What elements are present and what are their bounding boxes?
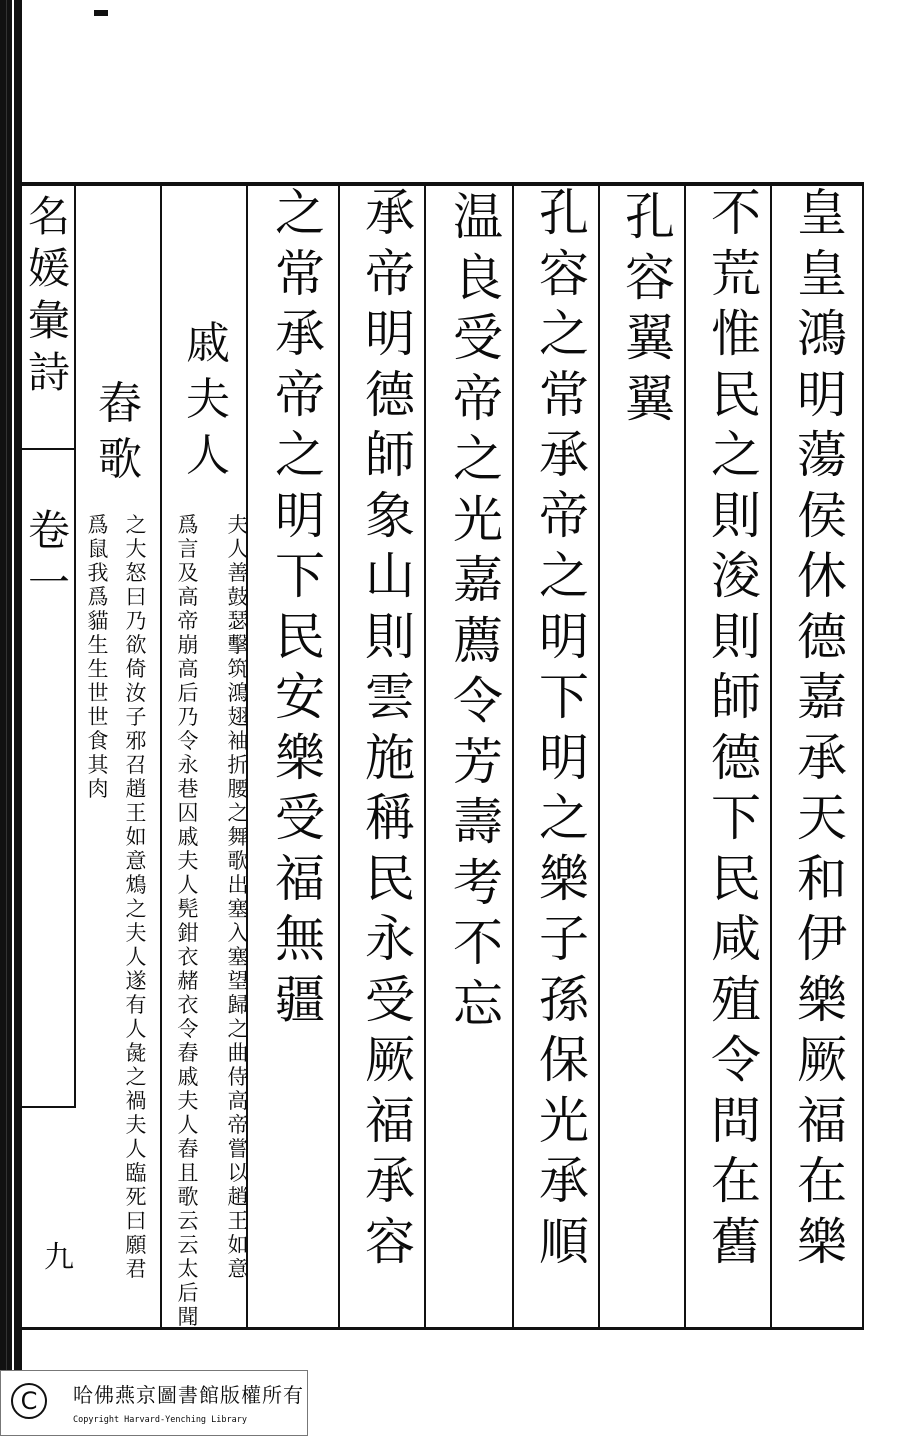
glyph: 王 (227, 1209, 249, 1233)
glyph: 惟 (711, 305, 761, 363)
glyph: 侍 (227, 1065, 249, 1089)
glyph: 趙 (227, 1185, 249, 1209)
glyph: 怒 (125, 561, 147, 585)
glyph: 薦 (453, 611, 503, 670)
column-rule (424, 186, 426, 1328)
glyph: 保 (539, 1031, 589, 1089)
glyph: 安 (275, 668, 325, 726)
glyph: 殖 (711, 970, 761, 1029)
glyph: 則 (711, 607, 761, 666)
glyph: 樂 (797, 970, 847, 1029)
glyph: 且 (177, 1161, 199, 1185)
glyph: 趙 (125, 777, 147, 801)
glyph: 翅 (227, 705, 249, 729)
annotation-column (176, 515, 200, 1331)
glyph: 帝 (177, 609, 199, 633)
glyph: 言 (177, 537, 199, 561)
glyph: 樂 (539, 849, 589, 908)
glyph: 下 (539, 668, 589, 726)
sidebar-volume-label (26, 506, 72, 614)
glyph: 温 (453, 188, 503, 246)
glyph: 舂 (98, 378, 142, 429)
glyph: 我 (87, 561, 109, 585)
glyph: 承 (365, 1152, 415, 1210)
glyph: 翼 (625, 309, 675, 367)
annotation-column (226, 515, 250, 1283)
glyph: 芳 (453, 732, 503, 791)
glyph: 願 (125, 1233, 147, 1257)
glyph: 嘉 (453, 551, 503, 609)
glyph: 光 (453, 490, 503, 549)
glyph: 受 (365, 970, 415, 1029)
glyph: 夫 (125, 921, 147, 945)
glyph: 無 (275, 910, 325, 968)
glyph: 舂 (177, 1041, 199, 1065)
glyph: 衣 (177, 945, 199, 969)
glyph: 歌 (177, 1185, 199, 1209)
glyph: 世 (87, 705, 109, 729)
sidebar-rule (74, 186, 76, 1108)
glyph: 邪 (125, 729, 147, 753)
annotation-column (86, 515, 110, 803)
glyph: 之 (711, 426, 761, 484)
glyph: 人 (177, 873, 199, 897)
glyph: 在 (711, 1152, 761, 1210)
glyph: 云 (177, 1209, 199, 1233)
glyph: 塞 (227, 897, 249, 921)
glyph: 遂 (125, 969, 147, 993)
glyph: 考 (453, 853, 503, 912)
glyph: 鼓 (227, 585, 249, 609)
glyph: 意 (227, 1257, 249, 1281)
glyph: 鴻 (227, 681, 249, 705)
glyph: 疆 (275, 970, 325, 1029)
glyph: 鉗 (177, 921, 199, 945)
glyph: 鼠 (87, 537, 109, 561)
glyph: 之 (539, 547, 589, 605)
glyph: 夫 (177, 849, 199, 873)
glyph: 戚 (186, 318, 230, 369)
glyph: 死 (125, 1185, 147, 1209)
glyph: 樂 (275, 728, 325, 787)
glyph: 望 (227, 969, 249, 993)
column-rule (512, 186, 514, 1328)
glyph: 在 (797, 1152, 847, 1210)
glyph: 人 (125, 945, 147, 969)
copyright-holder-en: Copyright Harvard-Yenching Library (73, 1415, 247, 1425)
glyph: 赭 (177, 969, 199, 993)
glyph: 承 (539, 426, 589, 484)
glyph: 入 (227, 921, 249, 945)
copyright-icon: C (11, 1383, 47, 1419)
glyph: 則 (365, 607, 415, 666)
glyph: 云 (177, 1233, 199, 1257)
glyph: 永 (177, 753, 199, 777)
glyph: 帝 (275, 365, 325, 424)
column-rule (684, 186, 686, 1328)
sidebar-bottom-rule (22, 1106, 76, 1108)
glyph: 厥 (365, 1031, 415, 1089)
glyph: 荒 (711, 244, 761, 303)
glyph: 施 (365, 728, 415, 787)
ink-mark (94, 10, 108, 16)
glyph: 召 (125, 753, 147, 777)
glyph: 天 (797, 789, 847, 847)
poem-column-7 (268, 184, 332, 1035)
glyph: 蕩 (797, 426, 847, 484)
glyph: 子 (125, 705, 147, 729)
glyph: 容 (539, 244, 589, 303)
glyph: 皇 (797, 184, 847, 242)
glyph: 腰 (227, 777, 249, 801)
glyph: 厥 (797, 1031, 847, 1089)
glyph: 汝 (125, 681, 147, 705)
glyph: 高 (177, 585, 199, 609)
glyph: 臨 (125, 1161, 147, 1185)
glyph: 衣 (177, 993, 199, 1017)
glyph: 乃 (177, 705, 199, 729)
glyph: 有 (125, 993, 147, 1017)
glyph: 爲 (177, 513, 199, 537)
glyph: 象 (365, 486, 415, 545)
glyph: 之 (275, 426, 325, 484)
glyph: 歸 (227, 993, 249, 1017)
glyph: 大 (125, 537, 147, 561)
glyph: 下 (711, 789, 761, 847)
glyph: 嘉 (797, 668, 847, 726)
poem-column-5 (446, 188, 510, 1039)
glyph: 之 (227, 1017, 249, 1041)
glyph: 戚 (177, 825, 199, 849)
glyph: 之 (125, 1065, 147, 1089)
glyph: 折 (227, 753, 249, 777)
page-number: 九 (44, 1240, 74, 1275)
glyph: 名 (27, 192, 70, 241)
glyph: 之 (275, 184, 325, 242)
glyph: 永 (365, 910, 415, 968)
glyph: 明 (539, 728, 589, 787)
glyph: 意 (125, 849, 147, 873)
glyph: 民 (711, 849, 761, 908)
column-rule (160, 186, 162, 1328)
glyph: 王 (125, 801, 147, 825)
glyph: 如 (227, 1233, 249, 1257)
glyph: 之 (227, 801, 249, 825)
glyph: 其 (87, 753, 109, 777)
column-rule (770, 186, 772, 1328)
glyph: 明 (365, 305, 415, 363)
glyph: 雲 (365, 668, 415, 726)
glyph: 侯 (797, 486, 847, 545)
column-rule (598, 186, 600, 1328)
glyph: 師 (711, 668, 761, 726)
glyph: 稱 (365, 789, 415, 847)
sidebar-book-title (26, 192, 72, 404)
glyph: 媛 (27, 244, 70, 293)
glyph: 孔 (625, 188, 675, 246)
glyph: 忘 (453, 974, 503, 1033)
glyph: 受 (275, 789, 325, 847)
glyph: 皇 (797, 244, 847, 303)
glyph: 容 (365, 1212, 415, 1271)
glyph: 倚 (125, 657, 147, 681)
glyph: 夫 (186, 374, 230, 425)
glyph: 德 (711, 728, 761, 787)
glyph: 太 (177, 1257, 199, 1281)
glyph: 詩 (27, 348, 70, 397)
glyph: 出 (227, 873, 249, 897)
glyph: 令 (177, 1017, 199, 1041)
column-rule (338, 186, 340, 1328)
glyph: 鴆 (125, 873, 147, 897)
glyph: 承 (539, 1152, 589, 1210)
glyph: 良 (453, 248, 503, 307)
glyph: 舊 (711, 1212, 761, 1271)
glyph: 卷 (27, 506, 70, 555)
glyph: 袖 (227, 729, 249, 753)
glyph: 帝 (365, 244, 415, 303)
glyph: 髡 (177, 897, 199, 921)
glyph: 民 (711, 365, 761, 424)
glyph: 曰 (125, 1209, 147, 1233)
glyph: 令 (453, 672, 503, 730)
glyph: 囚 (177, 801, 199, 825)
glyph: 德 (365, 365, 415, 424)
glyph: 生 (87, 633, 109, 657)
glyph: 高 (177, 657, 199, 681)
glyph: 問 (711, 1091, 761, 1150)
glyph: 福 (365, 1091, 415, 1150)
glyph: 福 (797, 1091, 847, 1150)
glyph: 令 (711, 1031, 761, 1089)
glyph: 鴻 (797, 305, 847, 363)
glyph: 嘗 (227, 1137, 249, 1161)
poem-column-4 (532, 184, 596, 1277)
glyph: 彙 (27, 296, 70, 345)
glyph: 戚 (177, 1065, 199, 1089)
glyph: 光 (539, 1091, 589, 1150)
glyph: 承 (275, 305, 325, 363)
glyph: 浚 (711, 547, 761, 605)
glyph: 師 (365, 426, 415, 484)
glyph: 舞 (227, 825, 249, 849)
glyph: 之 (125, 513, 147, 537)
glyph: 順 (539, 1212, 589, 1271)
glyph: 帝 (227, 1113, 249, 1137)
glyph: 明 (797, 365, 847, 424)
glyph: 后 (177, 1281, 199, 1305)
glyph: 塞 (227, 945, 249, 969)
annotation-column (124, 515, 148, 1283)
glyph: 之 (539, 305, 589, 363)
glyph: 和 (797, 849, 847, 908)
glyph: 福 (275, 849, 325, 908)
glyph: 不 (453, 914, 503, 972)
poem-column-2 (704, 184, 768, 1277)
glyph: 巷 (177, 777, 199, 801)
glyph: 令 (177, 729, 199, 753)
glyph: 帝 (453, 369, 503, 428)
glyph: 人 (227, 537, 249, 561)
glyph: 常 (275, 244, 325, 303)
glyph: 爲 (87, 585, 109, 609)
glyph: 擊 (227, 633, 249, 657)
glyph: 貓 (87, 609, 109, 633)
glyph: 人 (177, 1113, 199, 1137)
glyph: 之 (453, 430, 503, 488)
glyph: 筑 (227, 657, 249, 681)
glyph: 欲 (125, 633, 147, 657)
glyph: 孫 (539, 970, 589, 1029)
glyph: 夫 (227, 513, 249, 537)
glyph: 常 (539, 365, 589, 424)
glyph: 歌 (98, 434, 142, 485)
glyph: 翼 (625, 369, 675, 428)
glyph: 明 (539, 607, 589, 666)
poem-column-3 (618, 188, 682, 434)
glyph: 明 (275, 486, 325, 545)
glyph: 及 (177, 561, 199, 585)
glyph: 爲 (87, 513, 109, 537)
poem-column-6 (358, 184, 422, 1277)
glyph: 休 (797, 547, 847, 605)
glyph: 聞 (177, 1305, 199, 1329)
glyph: 一 (27, 558, 70, 607)
copyright-holder-zh: 哈佛燕京圖書館版權所有 (73, 1383, 304, 1407)
glyph: 民 (275, 607, 325, 666)
book-binding-edge (0, 0, 22, 1370)
glyph: 孔 (539, 184, 589, 242)
glyph: 德 (797, 607, 847, 666)
glyph: 后 (177, 681, 199, 705)
glyph: 咸 (711, 910, 761, 968)
glyph: 歌 (227, 849, 249, 873)
glyph: 高 (227, 1089, 249, 1113)
glyph: 帝 (539, 486, 589, 545)
glyph: 生 (87, 657, 109, 681)
glyph: 彘 (125, 1041, 147, 1065)
glyph: 下 (275, 547, 325, 605)
glyph: 禍 (125, 1089, 147, 1113)
glyph: 不 (711, 184, 761, 242)
poem-column-1 (790, 184, 854, 1277)
glyph: 曲 (227, 1041, 249, 1065)
glyph: 舂 (177, 1137, 199, 1161)
glyph: 山 (365, 547, 415, 605)
glyph: 容 (625, 248, 675, 307)
glyph: 伊 (797, 910, 847, 968)
glyph: 樂 (797, 1212, 847, 1271)
glyph: 君 (125, 1257, 147, 1281)
glyph: 之 (539, 789, 589, 847)
glyph: 則 (711, 486, 761, 545)
glyph: 食 (87, 729, 109, 753)
glyph: 崩 (177, 633, 199, 657)
glyph: 世 (87, 681, 109, 705)
glyph: 之 (125, 897, 147, 921)
glyph: 承 (797, 728, 847, 787)
glyph: 肉 (87, 777, 109, 801)
copyright-stamp (0, 1370, 308, 1436)
sidebar-title-rule (22, 448, 74, 450)
glyph: 受 (453, 309, 503, 367)
glyph: 善 (227, 561, 249, 585)
author-heading (178, 318, 238, 490)
glyph: 人 (125, 1137, 147, 1161)
glyph: 夫 (125, 1113, 147, 1137)
glyph: 夫 (177, 1089, 199, 1113)
glyph: 承 (365, 184, 415, 242)
glyph: 壽 (453, 793, 503, 851)
glyph: 子 (539, 910, 589, 968)
glyph: 民 (365, 849, 415, 908)
glyph: 人 (125, 1017, 147, 1041)
glyph: 乃 (125, 609, 147, 633)
glyph: 人 (186, 430, 230, 481)
poem-title-heading (90, 378, 150, 494)
glyph: 如 (125, 825, 147, 849)
glyph: 以 (227, 1161, 249, 1185)
glyph: 瑟 (227, 609, 249, 633)
glyph: 曰 (125, 585, 147, 609)
